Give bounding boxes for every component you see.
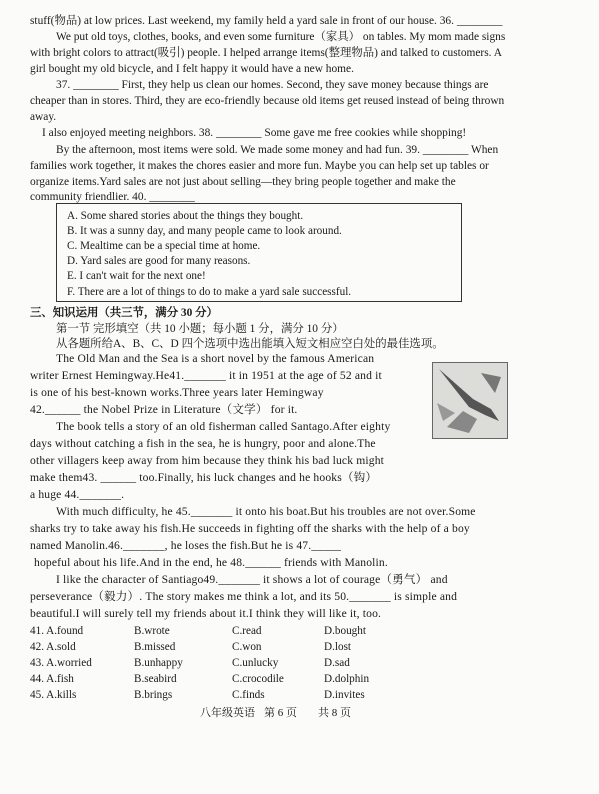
choice-d: D.dolphin <box>324 673 370 685</box>
choice-a: 45. A.kills <box>30 689 77 701</box>
choice-b: B.seabird <box>134 673 177 685</box>
passage2-line: With much difficulty, he 45._______ it onto his boat.But his troubles are not over.Some <box>56 505 476 518</box>
passage1-line: away. <box>30 111 57 123</box>
choice-a: 41. A.found <box>30 625 84 637</box>
footer-subject: 八年级英语 <box>200 707 255 719</box>
choice-b: B.wrote <box>134 625 170 637</box>
passage1-line: cheaper than in stores. Third, they are eco-friendly because old items get reused instead of being thrown <box>30 95 505 107</box>
passage2-line: days without catching a fish in the sea, he is hungry, poor and alone.The <box>30 437 376 450</box>
passage2-line: I like the character of Santiago49._______ it shows a lot of courage（勇气） and <box>56 573 448 586</box>
passage1-line: We put old toys, clothes, books, and even some furniture（家具） on tables. My mom made signs <box>56 31 506 43</box>
footer-total-pages: 共 8 页 <box>318 707 351 719</box>
choice-d: D.invites <box>324 689 365 701</box>
passage1-line: community friendlier. 40. ________ <box>30 191 195 203</box>
option-d: D. Yard sales are good for many reasons. <box>67 255 251 267</box>
section-subheading: 第一节 完形填空（共 10 小题；每小题 1 分，满分 10 分） <box>56 323 344 335</box>
passage1-line: with bright colors to attract(吸引) people. I helped arrange items(整理物品) and talked to customers. A <box>30 47 502 59</box>
choice-c: C.unlucky <box>232 657 279 669</box>
passage1-line: By the afternoon, most items were sold. We made some money and had fun. 39. ________ When <box>56 144 499 156</box>
passage1-line: 37. ________ First, they help us clean our homes. Second, they save money because things are <box>56 79 489 91</box>
choice-a: 44. A.fish <box>30 673 74 685</box>
section-heading: 三、知识运用（共三节，满分 30 分） <box>30 307 218 319</box>
choice-c: C.read <box>232 625 262 637</box>
passage2-line: beautiful.I will surely tell my friends about it.I think they will like it, too. <box>30 607 382 620</box>
choice-b: B.brings <box>134 689 173 701</box>
choice-a: 42. A.sold <box>30 641 76 653</box>
passage2-line: other villagers keep away from him because they think his bad luck might <box>30 454 385 467</box>
choice-c: C.won <box>232 641 262 653</box>
choice-c: C.finds <box>232 689 265 701</box>
passage2-line: named Manolin.46._______, he loses the fish.But he is 47._____ <box>30 539 342 552</box>
passage1-line: organize items.Yard sales are not just about selling—they bring people together and make the <box>30 176 456 188</box>
passage2-line: perseverance（毅力）. The story makes me think a lot, and its 50._______ is simple and <box>30 590 458 603</box>
footer-page-number: 第 6 页 <box>264 707 297 719</box>
book-cover-image <box>432 362 508 439</box>
passage2-line: The Old Man and the Sea is a short novel by the famous American <box>56 352 375 365</box>
passage2-line: make them43. ______ too.Finally, his luck changes and he hooks（钩） <box>30 471 378 484</box>
choice-c: C.crocodile <box>232 673 284 685</box>
passage2-line: The book tells a story of an old fisherman called Santago.After eighty <box>56 420 391 433</box>
choice-b: B.unhappy <box>134 657 183 669</box>
passage2-line: a huge 44._______. <box>30 488 125 501</box>
choice-a: 43. A.worried <box>30 657 92 669</box>
passage1-line: stuff(物品) at low prices. Last weekend, my family held a yard sale in front of our house. 36. ________ <box>30 15 503 27</box>
passage2-line: writer Ernest Hemingway.He41._______ it in 1951 at the age of 52 and it <box>30 369 382 382</box>
option-b: B. It was a sunny day, and many people came to look around. <box>67 225 342 237</box>
choice-d: D.lost <box>324 641 352 653</box>
option-c: C. Mealtime can be a special time at home. <box>67 240 261 252</box>
passage2-line: 42.______ the Nobel Prize in Literature（文学） for it. <box>30 403 298 416</box>
passage1-line: families work together, it makes the chores easier and more fun. Maybe you can help set up tables or <box>30 160 489 172</box>
passage2-line: is one of his best-known works.Three years later Hemingway <box>30 386 324 399</box>
option-a: A. Some shared stories about the things they bought. <box>67 210 304 222</box>
choice-b: B.missed <box>134 641 176 653</box>
choice-d: D.bought <box>324 625 366 637</box>
section-instructions: 从各题所给A、B、C、D 四个选项中选出能填入短文相应空白处的最佳选项。 <box>56 338 444 350</box>
passage1-line: I also enjoyed meeting neighbors. 38. ________ Some gave me free cookies while shopping! <box>42 127 467 139</box>
passage2-line: hopeful about his life.And in the end, he 48.______ friends with Manolin. <box>34 556 388 569</box>
option-f: F. There are a lot of things to do to make a yard sale successful. <box>67 286 352 298</box>
passage2-line: sharks try to take away his fish.He succeeds in fighting off the sharks with the help of a boy <box>30 522 470 535</box>
choice-d: D.sad <box>324 657 350 669</box>
option-e: E. I can't wait for the next one! <box>67 270 206 282</box>
passage1-line: girl bought my old bicycle, and I felt happy it would have a new home. <box>30 63 354 75</box>
options-box <box>56 203 462 302</box>
